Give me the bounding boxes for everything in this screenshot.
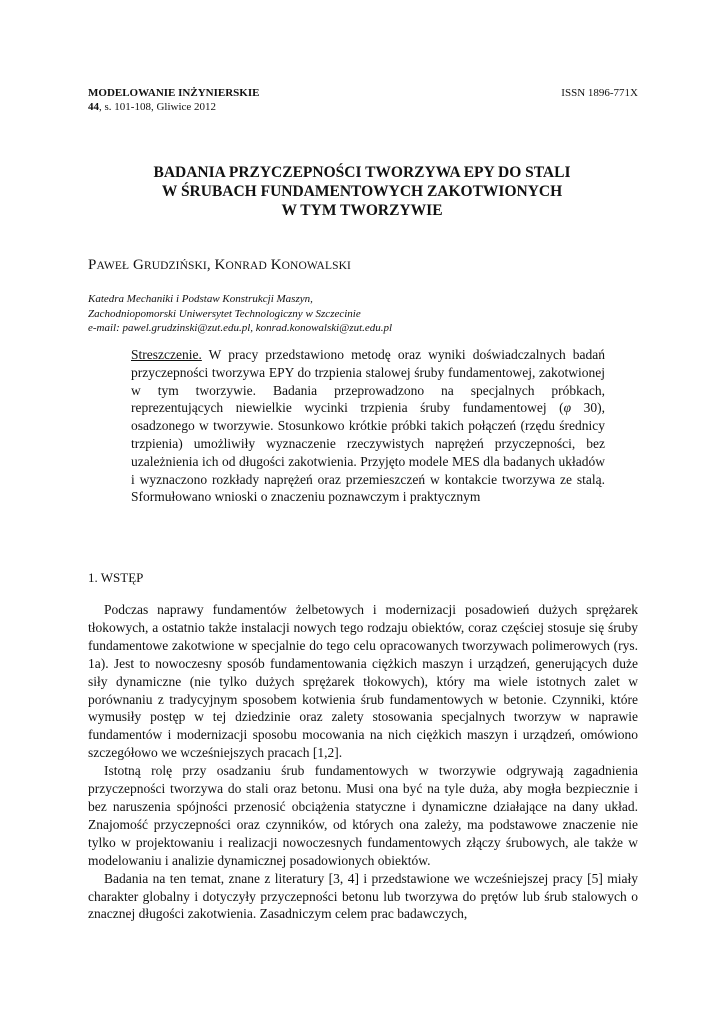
author-2-first-initial: K bbox=[214, 257, 226, 273]
abstract bbox=[131, 346, 605, 506]
paper-title bbox=[88, 163, 636, 220]
authors bbox=[88, 257, 351, 274]
issn: ISSN 1896-771X bbox=[561, 87, 638, 99]
affiliation bbox=[88, 292, 392, 336]
title-line-1: BADANIA PRZYCZEPNOŚCI TWORZYWA EPY DO STALI bbox=[153, 164, 571, 181]
affiliation-line-2: Zachodniopomorski Uniwersytet Technologiczny w Szczecinie bbox=[88, 307, 361, 320]
journal-name: MODELOWANIE INŻYNIERSKIE bbox=[88, 87, 260, 99]
paragraph-2: Istotną rolę przy osadzaniu śrub fundamentowych w tworzywie odgrywają zagadnienia przyczepności tworzywa do stali oraz betonu. Musi ona być na tyle duża, aby mogła bezpiecznie i bez naruszenia spójności przenosić obciążenia statyczne i dynamiczne działające na dany układ. Znajomość przyczepności oraz czynników, od których ona zależy, ma podstawowe znaczenie nie tylko w projektowaniu i realizacji nowoczesnych fundamentowych złączy śrubowych, ale także w modelowaniu i analizie dynamicznej posadowionych obiektów. bbox=[88, 763, 638, 868]
section-heading: 1. WSTĘP bbox=[88, 570, 144, 585]
author-2-last-rest: ONOWALSKI bbox=[281, 260, 351, 272]
pages-place: , s. 101-108, Gliwice 2012 bbox=[99, 101, 217, 113]
author-1-first-initial: P bbox=[88, 257, 97, 273]
affiliation-email: e-mail: pawel.grudzinski@zut.edu.pl, konrad.konowalski@zut.edu.pl bbox=[88, 322, 393, 334]
abstract-label: Streszczenie. bbox=[131, 347, 202, 362]
title-line-3: W TYM TWORZYWIE bbox=[281, 202, 443, 219]
volume-number: 44 bbox=[88, 101, 99, 113]
author-2-last-initial: K bbox=[270, 257, 282, 273]
issue-info bbox=[88, 100, 216, 114]
paragraph-1: Podczas naprawy fundamentów żelbetowych i modernizacji posadowień dużych sprężarek tłokowych, a ostatnio także instalacji nowych tego rodzaju obiektów, coraz częściej stosuje się śruby fundamentowe zakotwione w specjalnie do tego celu opracowanych tworzywach polimerowych (rys. 1a). Jest to nowoczesny sposób fundamentowania ciężkich maszyn i urządzeń, generujących duże siły dynamiczne (nie tylko dużych sprężarek tłokowych), który ma wiele istotnych zalet w porównaniu z tradycyjnym sposobem kotwienia śrub fundamentowych w betonie. Czynniki, które wymusiły postęp w tej dziedzinie oraz zalety stosowania specjalnych tworzyw w naprawie fundamentów i modernizacji sposobu mocowania na nich ciężkich maszyn i urządzeń, omówiono szczegółowo we wcześniejszych pracach [1,2]. bbox=[88, 602, 638, 761]
affiliation-line-1: Katedra Mechaniki i Podstaw Konstrukcji Maszyn, bbox=[88, 293, 313, 305]
phi-symbol: φ bbox=[563, 400, 572, 416]
author-separator: , bbox=[206, 257, 215, 273]
title-line-2: W ŚRUBACH FUNDAMENTOWYCH ZAKOTWIONYCH bbox=[161, 183, 563, 200]
author-1-last-initial: G bbox=[133, 257, 144, 273]
body-text bbox=[88, 601, 638, 923]
paragraph-3: Badania na ten temat, znane z literatury [3, 4] i przedstawione we wcześniejszej pracy [5] miały charakter globalny i dotyczyły przyczepności betonu lub tworzywa do prętów lub śrub stalowych o znacznej długości zakotwienia. Zasadniczym celem prac badawczych, bbox=[88, 870, 638, 922]
author-1-last-rest: RUDZIŃSKI bbox=[143, 260, 207, 272]
abstract-text-2: 30), osadzonego w tworzywie. Stosunkowo krótkie próbki takich połączeń (rzędu średnicy trzpienia) umożliwiły wyznaczenie rzeczywistych naprężeń przyczepności, bez uzależnienia ich od długości zakotwienia. Przyjęto modele MES dla badanych układów i wyznaczono rozkłady naprężeń oraz przemieszczeń w kontakcie tworzywa ze stalą. Sformułowano wnioski o znaczeniu poznawczym i praktycznym bbox=[131, 400, 605, 505]
author-1-first-rest: AWEŁ bbox=[96, 260, 130, 272]
abstract-text-1: W pracy przedstawiono metodę oraz wyniki doświadczalnych badań przyczepności tworzywa EPY do trzpienia stalowej śruby fundamentowej, zakotwionej w tym tworzywie. Badania przeprowadzono na specjalnych próbkach, reprezentujących niewielkie wycinki trzpienia śruby fundamentowej ( bbox=[131, 347, 605, 416]
author-2-first-rest: ONRAD bbox=[225, 260, 267, 272]
